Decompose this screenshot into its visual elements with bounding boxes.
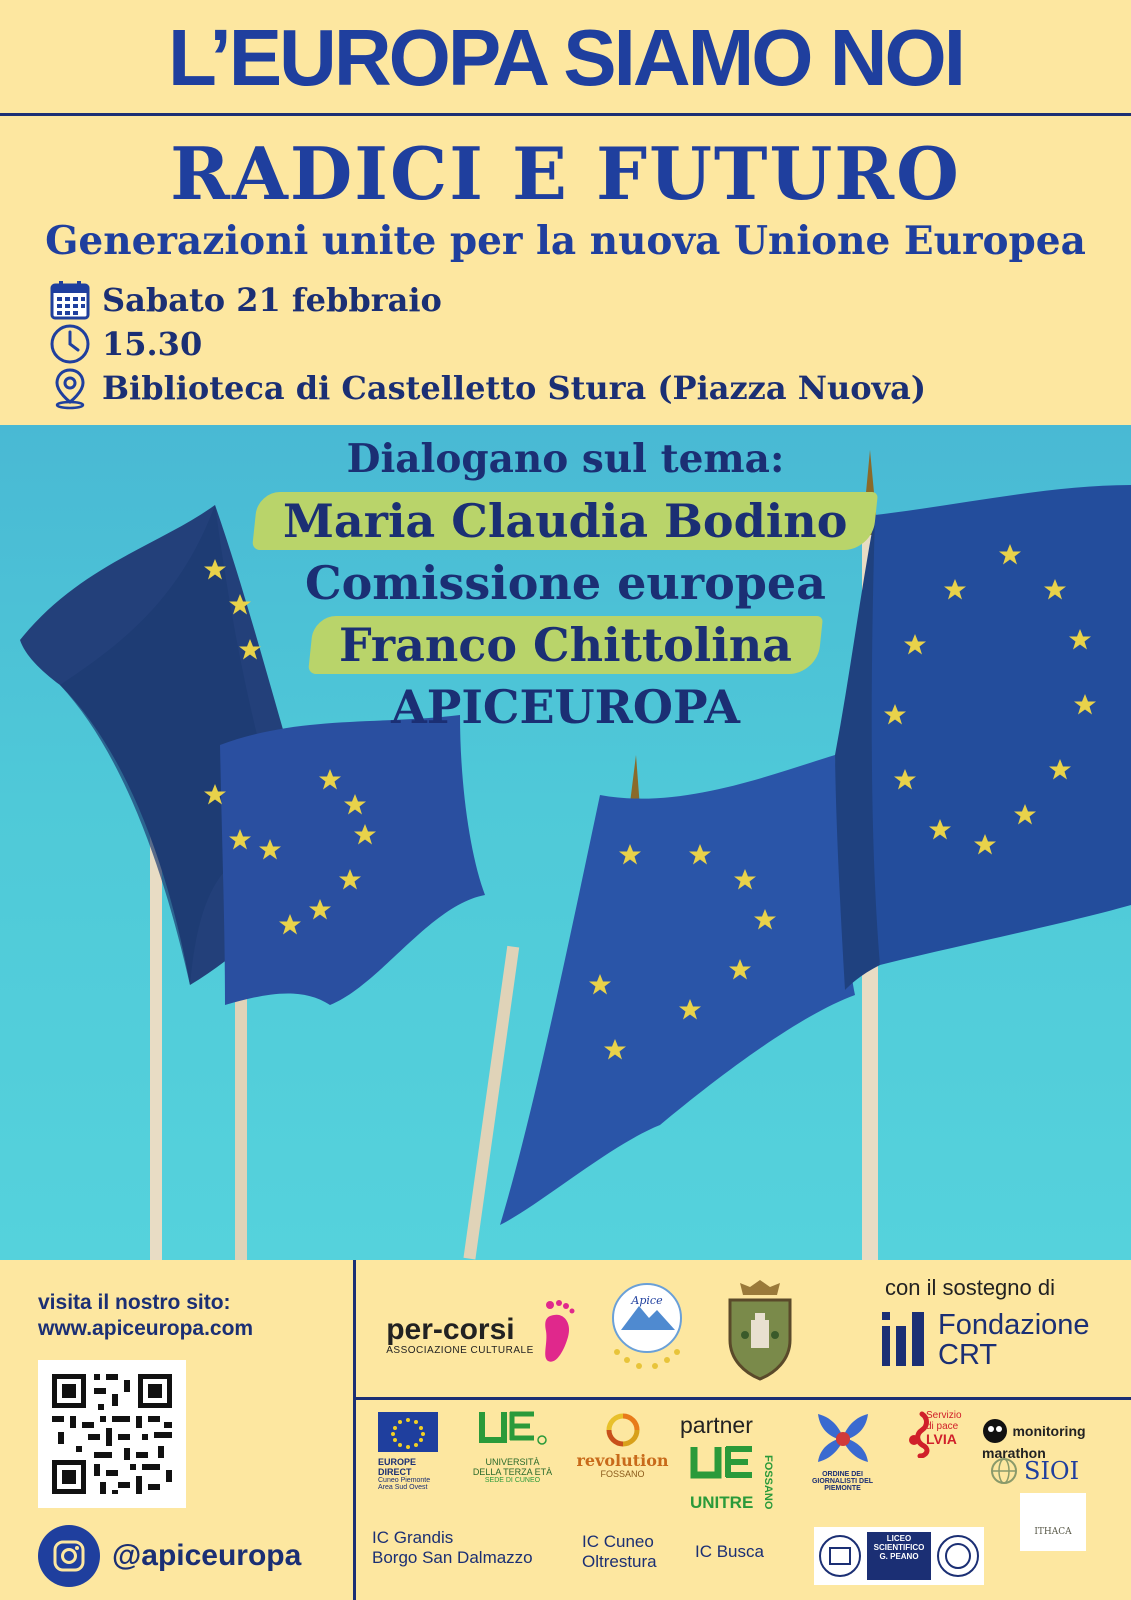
event-time: 15.30	[102, 325, 203, 363]
percorsi-name: per-corsi	[386, 1312, 515, 1346]
liceo-classico-seal	[818, 1534, 862, 1578]
ic-grandis-line2: Borgo San Dalmazzo	[372, 1548, 533, 1568]
speaker-2-organization: APICEUROPA	[391, 680, 740, 734]
lvia-logo	[890, 1410, 962, 1463]
sioi-name: SIOI	[1024, 1457, 1080, 1485]
support-label: con il sostegno di	[885, 1275, 1055, 1300]
hero-flags-image	[0, 425, 1131, 1260]
event-place: Biblioteca di Castelletto Stura (Piazza Nuova)	[102, 369, 927, 407]
ute-cuneo-logo	[470, 1410, 555, 1484]
qr-code[interactable]	[38, 1360, 186, 1508]
ic-grandis	[372, 1528, 533, 1569]
percorsi-logo	[380, 1290, 590, 1380]
revolution-name: revolution	[576, 1451, 669, 1470]
clock-icon	[48, 322, 92, 366]
ute-subtitle-2: DELLA TERZA ETÀ	[472, 1467, 553, 1477]
speakers-block	[0, 436, 1131, 740]
fondazione-crt-icon	[880, 1312, 926, 1368]
monitoring-icon	[982, 1418, 1008, 1444]
unitre-icon	[690, 1445, 770, 1489]
fondazione-crt-logo	[880, 1310, 1090, 1371]
footer-vertical-divider	[353, 1260, 356, 1600]
footer	[0, 1260, 1131, 1600]
ithaca-logo	[1020, 1493, 1086, 1551]
eu-flag-icon	[378, 1412, 438, 1452]
revolution-swirl-icon	[605, 1412, 641, 1448]
footer-horizontal-divider	[353, 1397, 1131, 1400]
website-label: visita il nostro sito:	[38, 1291, 231, 1314]
lvia-name: LVIA	[926, 1431, 957, 1447]
unitre-city: FOSSANO	[762, 1455, 774, 1510]
speaker-2-name: Franco Chittolina	[339, 618, 792, 672]
speaker-2-name-highlight	[308, 616, 823, 674]
europe-direct-name: EUROPE DIRECT	[378, 1457, 417, 1477]
percorsi-subtitle: ASSOCIAZIONE CULTURALE	[386, 1344, 534, 1356]
page-title: L’EUROPA SIAMO NOI	[168, 13, 963, 102]
lvia-line2: di pace	[926, 1421, 959, 1432]
sioi-logo	[990, 1457, 1110, 1485]
lvia-line1: Servizio	[926, 1410, 962, 1421]
instagram-block[interactable]	[38, 1525, 301, 1587]
location-pin-icon	[48, 366, 92, 410]
ute-subtitle-3: SEDE DI CUNEO	[484, 1477, 541, 1484]
event-date-row	[48, 278, 442, 322]
speaker-1-name-highlight	[252, 492, 878, 550]
apice-logo-text: Apice	[631, 1294, 663, 1307]
ordine-giornalisti-logo	[805, 1408, 880, 1492]
calendar-icon	[48, 278, 92, 322]
ute-subtitle-1: UNIVERSITÀ	[485, 1457, 540, 1467]
title-divider	[0, 113, 1131, 116]
event-time-row	[48, 322, 202, 366]
partner-label: partner	[680, 1412, 753, 1438]
speaker-1-name: Maria Claudia Bodino	[283, 494, 848, 548]
ordine-name: ORDINE DEI GIORNALISTI DEL PIEMONTE	[811, 1471, 874, 1492]
event-subtitle: RADICI E FUTURO	[170, 131, 961, 216]
speaker-1-organization: Comissione europea	[305, 556, 826, 610]
event-date: Sabato 21 febbraio	[102, 281, 442, 319]
website-link[interactable]: www.apiceuropa.com	[38, 1317, 254, 1341]
liceo-peano-logo	[814, 1527, 984, 1585]
speakers-intro: Dialogano sul tema:	[346, 436, 785, 482]
website-block	[38, 1290, 253, 1343]
ic-cuneo-line1: IC Cuneo	[582, 1532, 654, 1551]
unitre-name: UNITRE	[690, 1493, 754, 1512]
monitoring-name: monitoring marathon	[982, 1423, 1086, 1461]
ic-busca: IC Busca	[695, 1542, 764, 1561]
europe-direct-subtitle: Cuneo Piemonte Area Sud Ovest	[378, 1477, 431, 1491]
ic-grandis-line1: IC Grandis	[372, 1528, 454, 1547]
sponsor-name-line2: CRT	[938, 1339, 998, 1372]
liceo-name: LICEO SCIENTIFICO G. PEANO	[867, 1532, 931, 1580]
ordine-icon	[812, 1408, 874, 1466]
ic-cuneo-line2: Oltrestura	[582, 1552, 657, 1572]
instagram-handle[interactable]: @apiceuropa	[112, 1539, 302, 1572]
instagram-icon[interactable]	[38, 1525, 100, 1587]
sponsor-name-line1: Fondazione	[938, 1309, 1090, 1341]
liceo-scientifico-seal	[936, 1534, 980, 1578]
ithaca-name: ITHACA	[1034, 1527, 1072, 1537]
monitoring-marathon-logo	[982, 1418, 1112, 1462]
event-tagline: Generazioni unite per la nuova Unione Europea	[45, 218, 1086, 264]
ute-icon	[478, 1410, 548, 1452]
footprint-icon	[534, 1295, 584, 1375]
revolution-logo	[575, 1412, 670, 1479]
europe-direct-logo	[378, 1412, 443, 1491]
castelletto-crest-logo	[715, 1275, 805, 1385]
revolution-subtitle: FOSSANO	[600, 1469, 645, 1479]
unitre-fossano-logo	[690, 1445, 780, 1511]
sioi-globe-icon	[990, 1457, 1018, 1485]
event-place-row	[48, 366, 926, 410]
ic-cuneo-oltrestura	[582, 1532, 657, 1573]
apice-logo	[605, 1280, 690, 1380]
